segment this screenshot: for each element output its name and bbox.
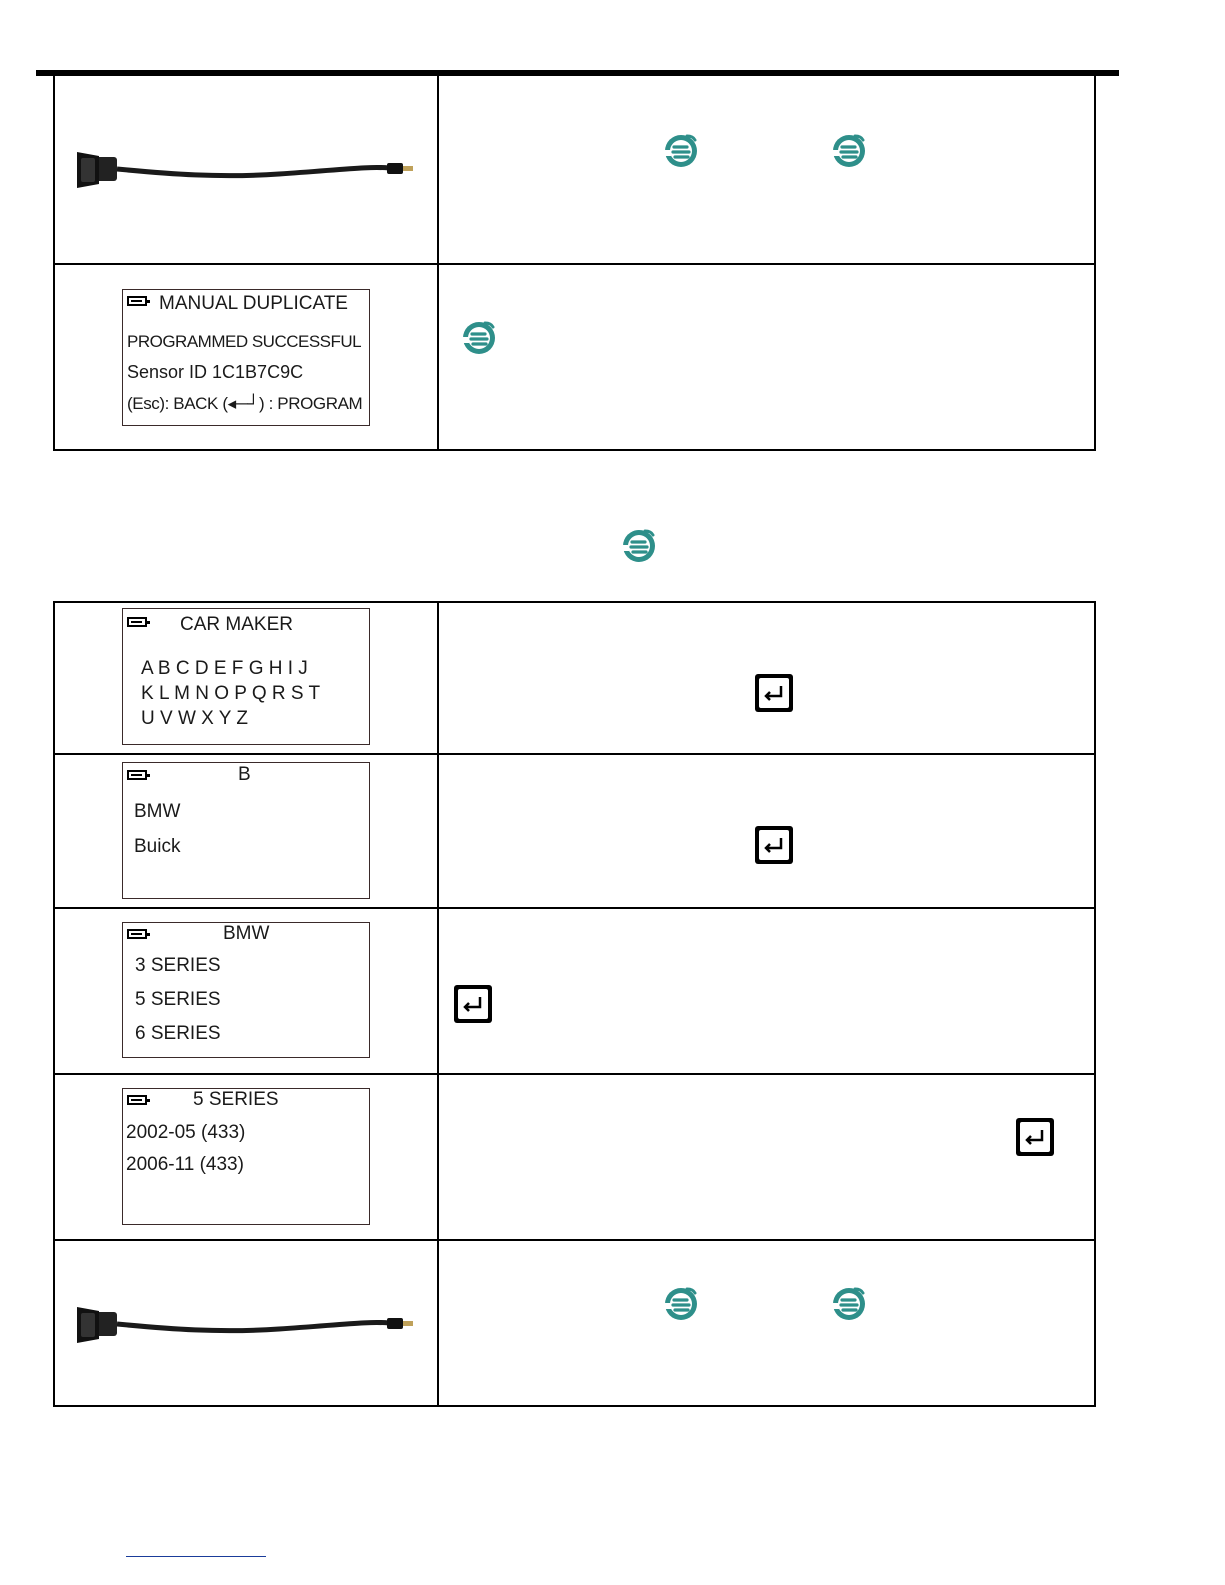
cable-cell xyxy=(54,1240,438,1406)
battery-icon xyxy=(127,1095,147,1105)
screen-cell xyxy=(54,908,438,1074)
enter-glyph-icon: (◂─┘) xyxy=(218,394,269,413)
cable-icon xyxy=(69,1299,419,1349)
procedure-table-1 xyxy=(53,76,1096,451)
e-logo-icon xyxy=(661,130,701,170)
letter-row: K L M N O P Q R S T xyxy=(141,683,321,704)
instruction-cell xyxy=(438,264,1095,450)
e-logo-icon xyxy=(829,1283,869,1323)
lcd-bmw xyxy=(122,922,370,1058)
screen-line: PROGRAMMED SUCCESSFUL xyxy=(127,332,362,351)
procedure-table-2 xyxy=(53,601,1096,1407)
esc-back-label: (Esc): BACK xyxy=(127,394,219,413)
letter-row: A B C D E F G H I J xyxy=(141,658,308,679)
enter-key-icon xyxy=(754,825,794,865)
screen-line xyxy=(127,394,362,414)
e-logo-icon xyxy=(619,525,659,565)
menu-item: BMW xyxy=(134,801,181,822)
menu-item: 2002-05 (433) xyxy=(126,1122,246,1143)
instruction-cell xyxy=(438,754,1095,908)
menu-item: 5 SERIES xyxy=(135,989,221,1010)
lcd-manual-duplicate xyxy=(122,289,370,426)
screen-title: 5 SERIES xyxy=(193,1089,279,1110)
menu-item: Buick xyxy=(134,836,181,857)
enter-key-icon xyxy=(1015,1117,1055,1157)
program-label: : PROGRAM xyxy=(268,394,363,413)
footer-rule xyxy=(126,1556,266,1557)
menu-item: 6 SERIES xyxy=(135,1023,221,1044)
lcd-letter-b xyxy=(122,762,370,899)
screen-cell xyxy=(54,264,438,450)
menu-item: 3 SERIES xyxy=(135,955,221,976)
menu-item: 2006-11 (433) xyxy=(126,1154,244,1175)
screen-line: Sensor ID 1C1B7C9C xyxy=(127,362,304,382)
battery-icon xyxy=(127,296,147,306)
instruction-cell xyxy=(438,1240,1095,1406)
e-logo-icon xyxy=(829,130,869,170)
instruction-cell xyxy=(438,602,1095,754)
lcd-car-maker xyxy=(122,608,370,745)
e-logo-icon xyxy=(459,317,499,357)
instruction-cell xyxy=(438,1074,1095,1240)
instruction-cell xyxy=(438,908,1095,1074)
screen-cell xyxy=(54,754,438,908)
screen-cell xyxy=(54,1074,438,1240)
screen-title: MANUAL DUPLICATE xyxy=(159,293,348,314)
screen-title: CAR MAKER xyxy=(180,614,293,635)
cable-icon xyxy=(69,144,419,194)
battery-icon xyxy=(127,929,147,939)
screen-title: B xyxy=(238,764,251,785)
battery-icon xyxy=(127,770,147,780)
enter-key-icon xyxy=(453,984,493,1024)
letter-row: U V W X Y Z xyxy=(141,708,248,729)
cable-cell xyxy=(54,76,438,264)
instruction-cell xyxy=(438,76,1095,264)
e-logo-icon xyxy=(661,1283,701,1323)
enter-key-icon xyxy=(754,673,794,713)
lcd-5-series xyxy=(122,1088,370,1225)
battery-icon xyxy=(127,617,147,627)
screen-cell xyxy=(54,602,438,754)
screen-title: BMW xyxy=(223,923,270,944)
